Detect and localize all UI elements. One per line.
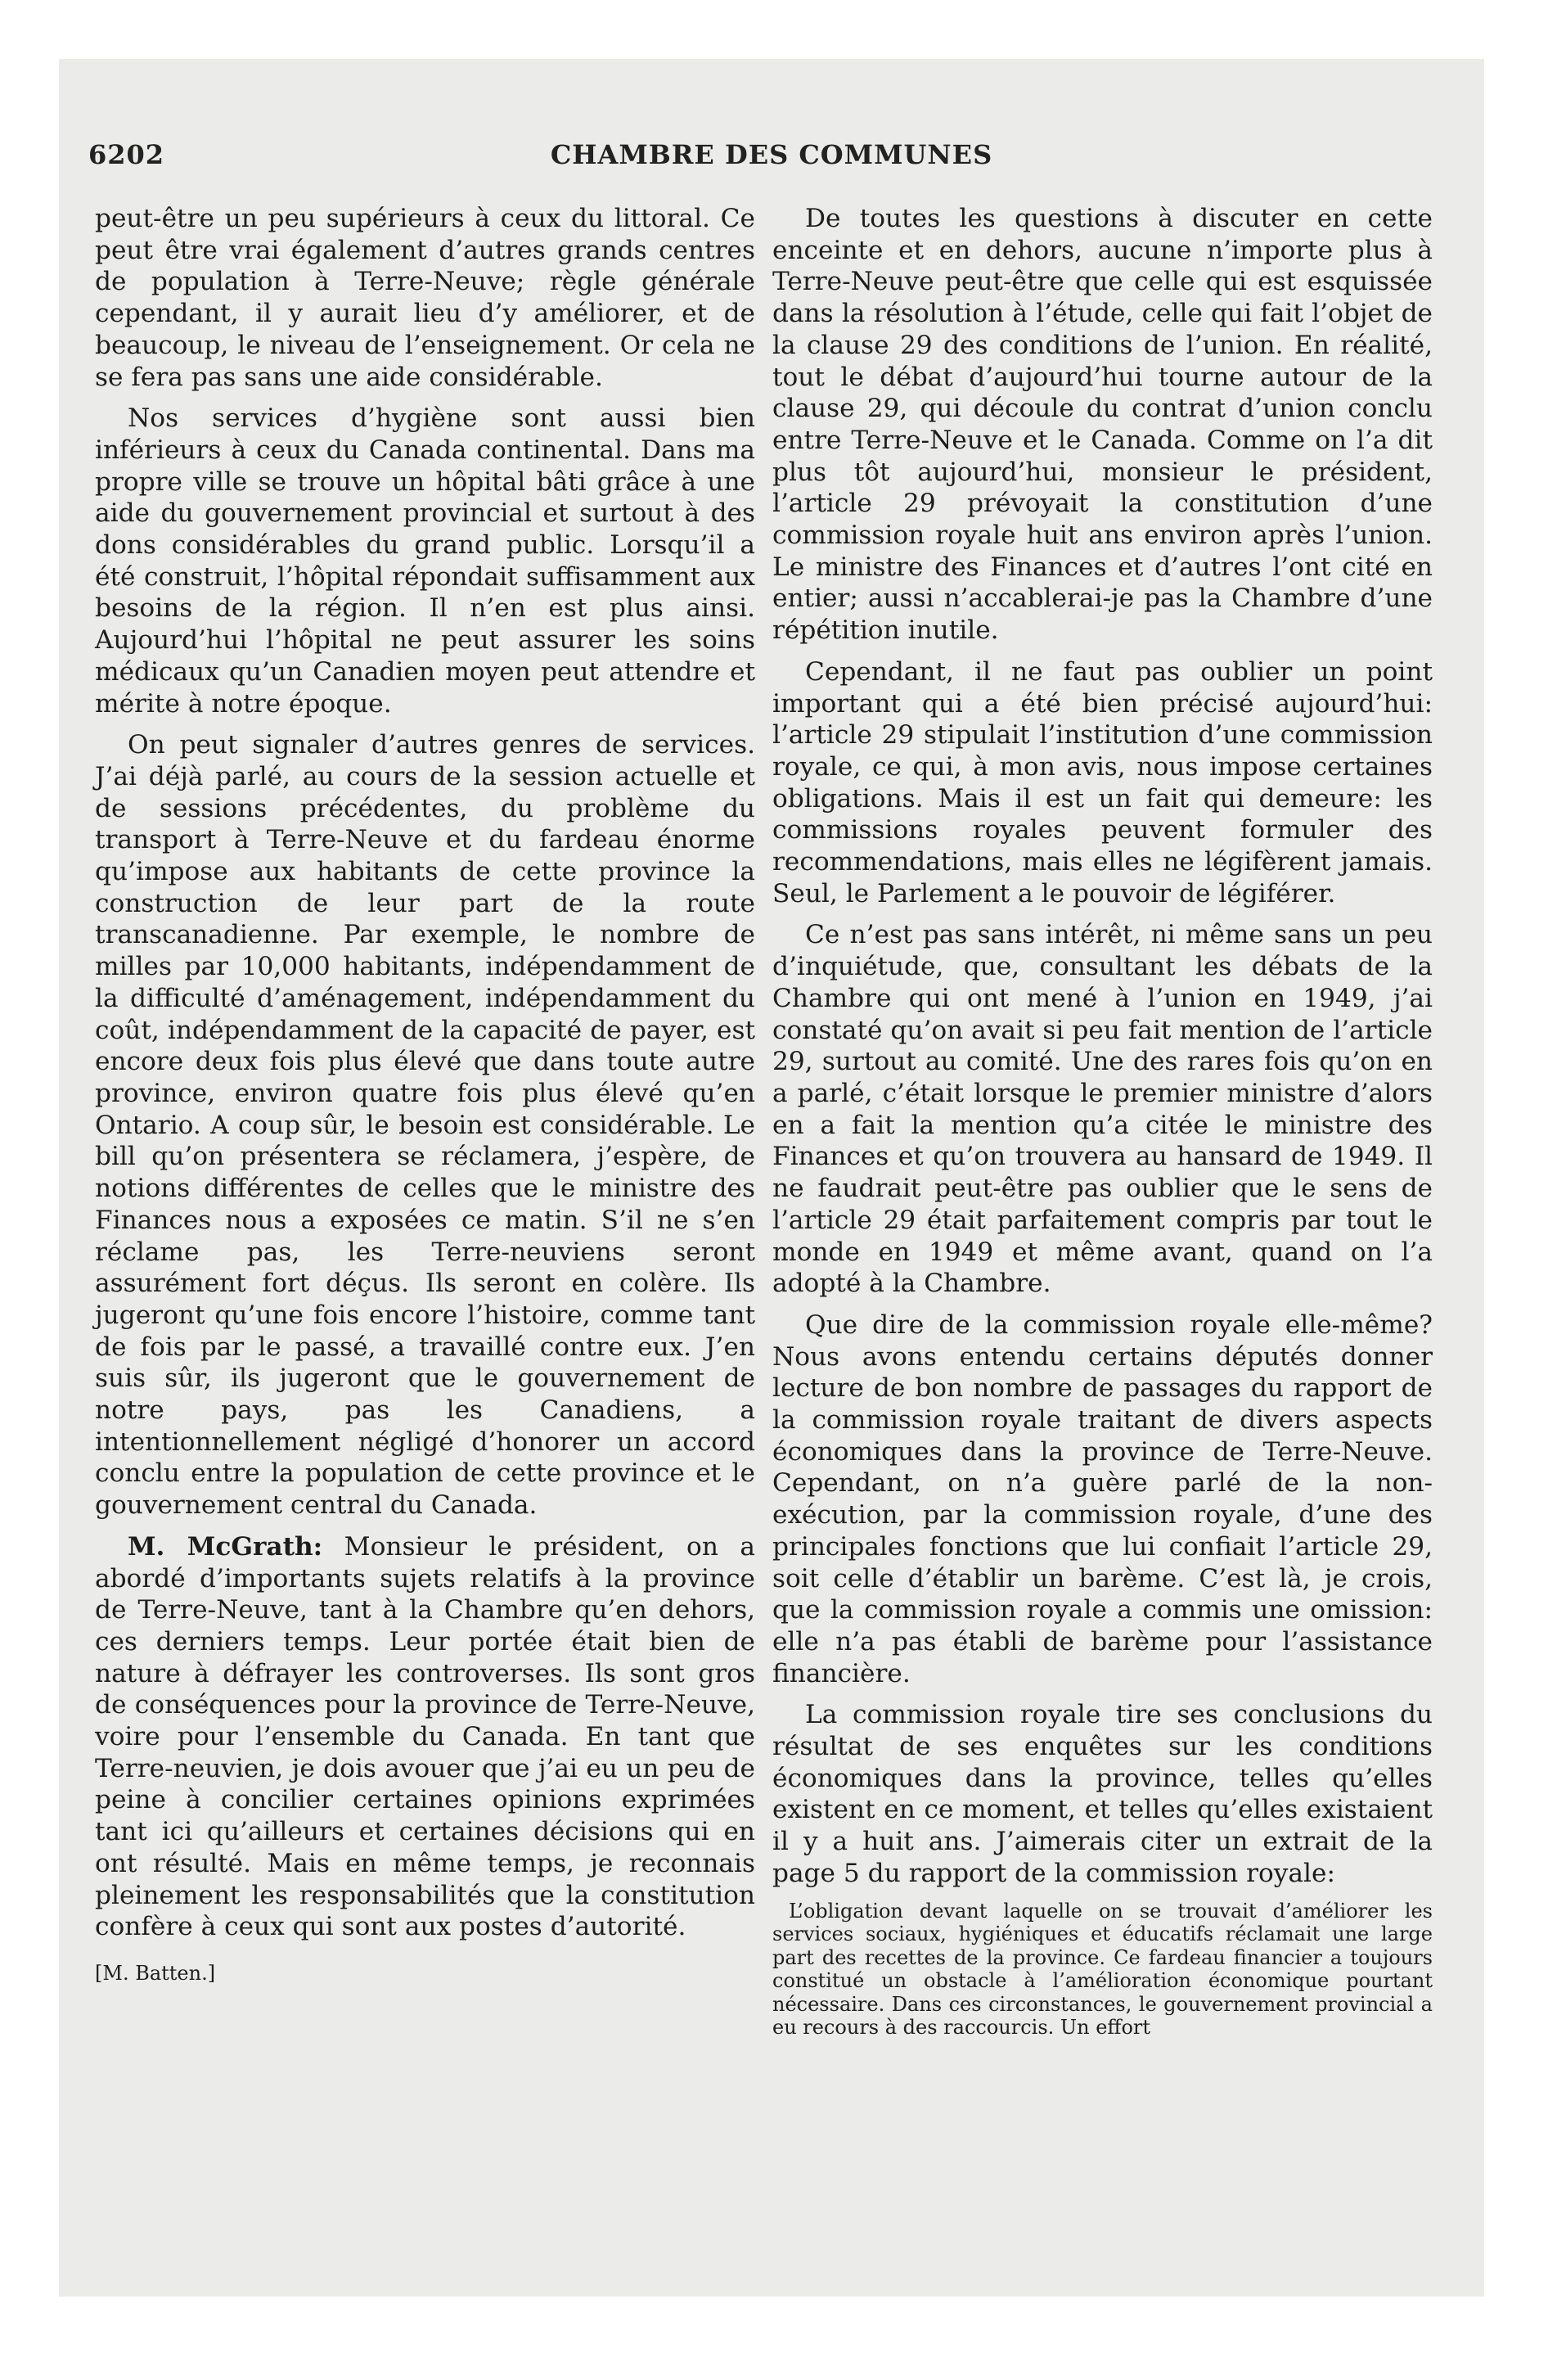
speech-paragraph (95, 1531, 755, 1943)
paragraph: Cependant, il ne faut pas oublier un point important qui a été bien précisé aujourd’hui: l’article 29 stipulait l’institution d’une commission royale, ce qui, à mon avis, nous impose certaines obligations. Mais il est un fait qui demeure: les commissions royales peuvent formuler des recommendations, mais elles ne légifèrent jamais. Seul, le Parlement a le pouvoir de légiférer. (772, 656, 1433, 908)
paragraph: De toutes les questions à discuter en cette enceinte et en dehors, aucune n’importe plus à Terre-Neuve peut-être que celle qui est esquissée dans la résolution à l’étude, celle qui fait l’objet de la clause 29 des conditions de l’union. En réalité, tout le débat d’aujourd’hui tourne autour de la clause 29, qui découle du contrat d’union conclu entre Terre-Neuve et le Canada. Comme on l’a dit plus tôt aujourd’hui, monsieur le président, l’article 29 prévoyait la constitution d’une commission royale huit ans environ après l’union. Le ministre des Finances et d’autres l’ont cité en entier; aussi n’accablerai-je pas la Chambre d’une répétition inutile. (772, 204, 1433, 646)
paragraph: peut-être un peu supérieurs à ceux du littoral. Ce peut être vrai également d’autres grands centres de population à Terre-Neuve; règle générale cependant, il y aurait lieu d’y améliorer, et de beaucoup, le niveau de l’enseignement. Or cela ne se fera pas sans une aide considérable. (95, 204, 755, 392)
paragraph: Ce n’est pas sans intérêt, ni même sans un peu d’inquiétude, que, consultant les débats de la Chambre qui ont mené à l’union en 1949, j’ai constaté qu’on avait si peu fait mention de l’article 29, surtout au comité. Une des rares fois qu’on en a parlé, c’était lorsque le premier ministre d’alors en a fait la mention qu’a citée le ministre des Finances et qu’on trouvera au hansard de 1949. Il ne faudrait peut-être pas oublier que le sens de l’article 29 était parfaitement compris par tout le monde en 1949 et même avant, quand on l’a adopté à la Chambre. (772, 920, 1433, 1299)
block-quote: L’obligation devant laquelle on se trouvait d’améliorer les services sociaux, hygiéniques et éducatifs réclamait une large part des recettes de la province. Ce fardeau financier a toujours constitué un obstacle à l’amélioration économique pourtant nécessaire. Dans ces circonstances, le gouvernement provincial a eu recours à des raccourcis. Un effort (772, 1899, 1433, 2040)
page-scan (59, 59, 1484, 2297)
right-column (772, 203, 1433, 2040)
paragraph: Nos services d’hygiène sont aussi bien inférieurs à ceux du Canada continental. Dans ma propre ville se trouve un hôpital bâti grâce à une aide du gouvernement provincial et surtout à des dons considérables du grand public. Lorsqu’il a été construit, l’hôpital répondait suffisamment aux besoins de la région. Il n’en est plus ainsi. Aujourd’hui l’hôpital ne peut assurer les soins médicaux qu’un Canadien moyen peut attendre et mérite à notre époque. (95, 403, 755, 719)
page-header (59, 139, 1484, 180)
paragraph: On peut signaler d’autres genres de services. J’ai déjà parlé, au cours de la session actuelle et de sessions précédentes, du problème du transport à Terre-Neuve et du fardeau énorme qu’impose aux habitants de cette province la construction de leur part de la route transcanadienne. Par exemple, le nombre de milles par 10,000 habitants, indépendamment de la difficulté d’aménagement, indépendamment du coût, indépendamment de la capacité de payer, est encore deux fois plus élevé que dans toute autre province, environ quatre fois plus élevé qu’en Ontario. A coup sûr, le besoin est considérable. Le bill qu’on présentera se réclamera, j’espère, de notions différentes de celles que le ministre des Finances nous a exposées ce matin. S’il ne s’en réclame pas, les Terre-neuviens seront assurément fort déçus. Ils seront en colère. Ils jugeront qu’une fois encore l’histoire, comme tant de fois par le passé, a travaillé contre eux. J’en suis sûr, ils jugeront que le gouvernement de notre pays, pas les Canadiens, a intentionnellement négligé d’honorer un accord conclu entre la population de cette province et le gouvernement central du Canada. (95, 730, 755, 1521)
page-number: 6202 (88, 139, 165, 170)
page-footnote: [M. Batten.] (95, 1961, 216, 1985)
speaker-name: M. McGrath: (128, 1531, 323, 1562)
speech-text: Monsieur le président, on a abordé d’importants sujets relatifs à la province de Terre-Neuve, tant à la Chambre qu’en dehors, ces derniers temps. Leur portée était bien de nature à défrayer les controverses. Ils sont gros de conséquences pour la province de Terre-Neuve, voire pour l’ensemble du Canada. En tant que Terre-neuvien, je dois avouer que j’ai eu un peu de peine à concilier certaines opinions exprimées tant ici qu’ailleurs et certaines décisions qui en ont résulté. Mais en même temps, je reconnais pleinement les responsabilités que la constitution confère à ceux qui sont aux postes d’autorité. (95, 1531, 755, 1942)
paragraph: La commission royale tire ses conclusions du résultat de ses enquêtes sur les conditions économiques dans la province, telles qu’elles existent en ce moment, et telles qu’elles existaient il y a huit ans. J’aimerais citer un extrait de la page 5 du rapport de la commission royale: (772, 1700, 1433, 1888)
paragraph: Que dire de la commission royale elle-même? Nous avons entendu certains députés donner lecture de bon nombre de passages du rapport de la commission royale traitant de divers aspects économiques dans la province de Terre-Neuve. Cependant, on n’a guère parlé de la non-exécution, par la commission royale, d’une des principales fonctions que lui confiait l’article 29, soit celle d’établir un barème. C’est là, je crois, que la commission royale a commis une omission: elle n’a pas établi de barème pour l’assistance financière. (772, 1309, 1433, 1688)
left-column (95, 203, 755, 1986)
running-head: CHAMBRE DES COMMUNES (550, 139, 993, 170)
